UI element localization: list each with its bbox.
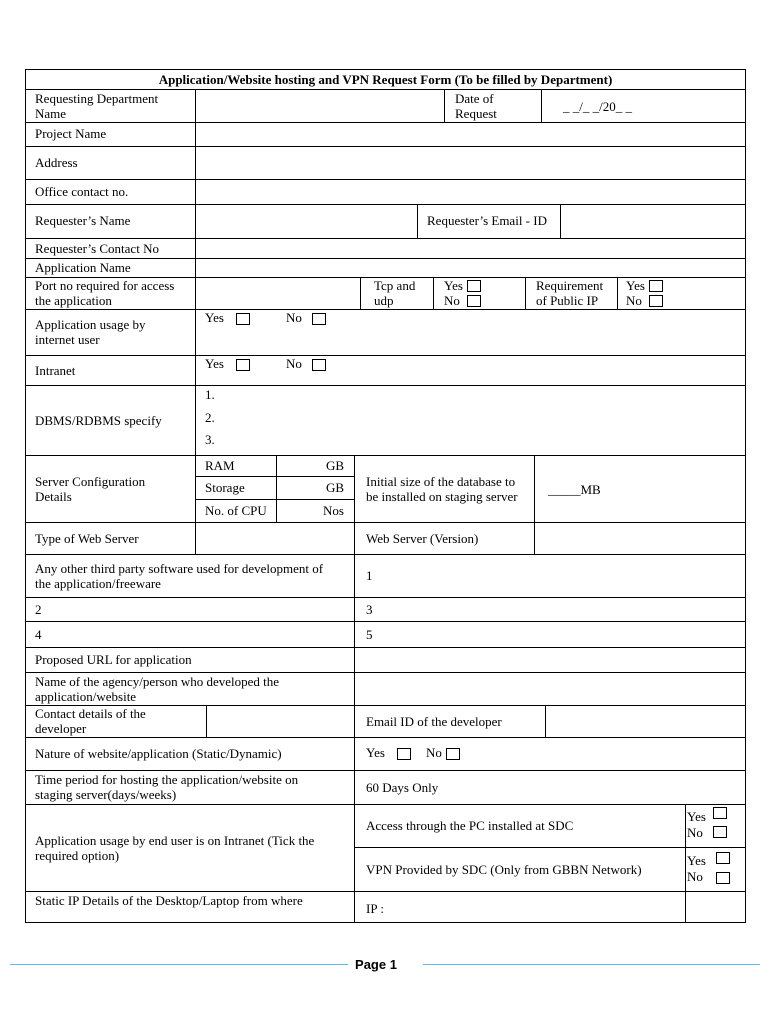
date-value[interactable]: _ _/_ _/20_ _ [563, 99, 632, 114]
third-party-item-4: 4 [35, 627, 42, 642]
date-label-line2: Request [455, 106, 497, 121]
ip-label: IP : [366, 901, 384, 916]
ram-label: RAM [205, 458, 235, 473]
requester-name-label: Requester’s Name [35, 213, 131, 228]
web-server-label: Type of Web Server [35, 531, 139, 546]
agency-label-line1: Name of the agency/person who developed the [35, 674, 280, 689]
end-user-label-line2: required option) [35, 848, 120, 863]
end-user-label-line1: Application usage by end user is on Intranet (Tick the [35, 833, 315, 848]
ram-unit: GB [326, 458, 345, 473]
initdb-label-line2: be installed on staging server [366, 489, 518, 504]
developer-email-label: Email ID of the developer [366, 714, 502, 729]
initdb-label-line1: Initial size of the database to [366, 474, 516, 489]
public-ip-yes-label: Yes [626, 278, 645, 293]
cpu-label: No. of CPU [205, 503, 267, 518]
public-ip-no-checkbox[interactable] [649, 295, 663, 307]
nature-no-checkbox[interactable] [446, 748, 460, 760]
vpn-yes-checkbox[interactable] [716, 852, 730, 864]
third-party-item-3: 3 [366, 602, 373, 617]
requester-contact-label: Requester’s Contact No [35, 241, 159, 256]
nature-yes-checkbox[interactable] [397, 748, 411, 760]
initdb-mb: _____MB [548, 482, 601, 497]
proposed-url-label: Proposed URL for application [35, 652, 192, 667]
nature-no-label: No [426, 745, 442, 760]
nature-yes-label: Yes [366, 745, 385, 760]
dbms-item-1: 1. [205, 387, 215, 402]
third-party-item-2: 2 [35, 602, 42, 617]
office-contact-label: Office contact no. [35, 184, 129, 199]
server-config-label-line1: Server Configuration [35, 474, 146, 489]
third-party-label-line1: Any other third party software used for development of [35, 561, 324, 576]
agency-label-line2: application/website [35, 689, 137, 704]
third-party-item-1: 1 [366, 568, 373, 583]
usage-label-line1: Application usage by [35, 317, 146, 332]
date-label-line1: Date of [455, 91, 494, 106]
intranet-yes-checkbox[interactable] [236, 359, 250, 371]
form-title: Application/Website hosting and VPN Request Form (To be filled by Department) [158, 72, 613, 87]
dbms-item-3: 3. [205, 432, 215, 447]
usage-yes-label: Yes [205, 310, 224, 325]
footer-rule-left [10, 964, 348, 965]
address-label: Address [35, 155, 78, 170]
intranet-no-checkbox[interactable] [312, 359, 326, 371]
tcp-yes-label: Yes [444, 278, 463, 293]
public-ip-no-label: No [626, 293, 642, 308]
requester-email-label: Requester’s Email - ID [427, 213, 547, 228]
storage-unit: GB [326, 480, 345, 495]
page-number: Page 1 [355, 957, 397, 972]
dbms-item-2: 2. [205, 410, 215, 425]
usage-yes-checkbox[interactable] [236, 313, 250, 325]
developer-contact-label-line2: developer [35, 721, 87, 736]
access-pc-label: Access through the PC installed at SDC [366, 818, 574, 833]
access-pc-no-checkbox[interactable] [713, 826, 727, 838]
tcp-no-label: No [444, 293, 460, 308]
server-config-label-line2: Details [35, 489, 72, 504]
dbms-label: DBMS/RDBMS specify [35, 413, 162, 428]
vpn-yes-label: Yes [687, 853, 706, 868]
storage-label: Storage [205, 480, 245, 495]
developer-contact-label-line1: Contact details of the [35, 706, 146, 721]
tcp-label-line2: udp [374, 293, 394, 308]
application-name-label: Application Name [35, 260, 131, 275]
vpn-no-checkbox[interactable] [716, 872, 730, 884]
port-label-line1: Port no required for access [35, 278, 175, 293]
web-server-version-label: Web Server (Version) [366, 531, 479, 546]
usage-no-label: No [286, 310, 302, 325]
public-ip-yes-checkbox[interactable] [649, 280, 663, 292]
dept-label-line2: Name [35, 106, 67, 121]
vpn-no-label: No [687, 869, 703, 884]
access-pc-yes-label: Yes [687, 809, 706, 824]
public-ip-label-line1: Requirement [536, 278, 604, 293]
vpn-label: VPN Provided by SDC (Only from GBBN Network) [366, 862, 642, 877]
nature-label: Nature of website/application (Static/Dynamic) [35, 746, 282, 761]
footer-rule-right [423, 964, 760, 965]
third-party-label-line2: the application/freeware [35, 576, 161, 591]
sixty-days-text: 60 Days Only [366, 780, 439, 795]
dept-label-line1: Requesting Department [35, 91, 159, 106]
intranet-label: Intranet [35, 363, 76, 378]
port-label-line2: the application [35, 293, 112, 308]
period-label-line1: Time period for hosting the application/website on [35, 772, 299, 787]
period-label-line2: staging server(days/weeks) [35, 787, 177, 802]
static-ip-label: Static IP Details of the Desktop/Laptop from where [35, 893, 303, 908]
usage-no-checkbox[interactable] [312, 313, 326, 325]
tcp-yes-checkbox[interactable] [467, 280, 481, 292]
tcp-label-line1: Tcp and [374, 278, 416, 293]
cpu-unit: Nos [323, 503, 344, 518]
access-pc-yes-checkbox[interactable] [713, 807, 727, 819]
tcp-no-checkbox[interactable] [467, 295, 481, 307]
intranet-no-label: No [286, 356, 302, 371]
intranet-yes-label: Yes [205, 356, 224, 371]
project-name-label: Project Name [35, 126, 107, 141]
usage-label-line2: internet user [35, 332, 100, 347]
public-ip-label-line2: of Public IP [536, 293, 599, 308]
third-party-item-5: 5 [366, 627, 373, 642]
access-pc-no-label: No [687, 825, 703, 840]
